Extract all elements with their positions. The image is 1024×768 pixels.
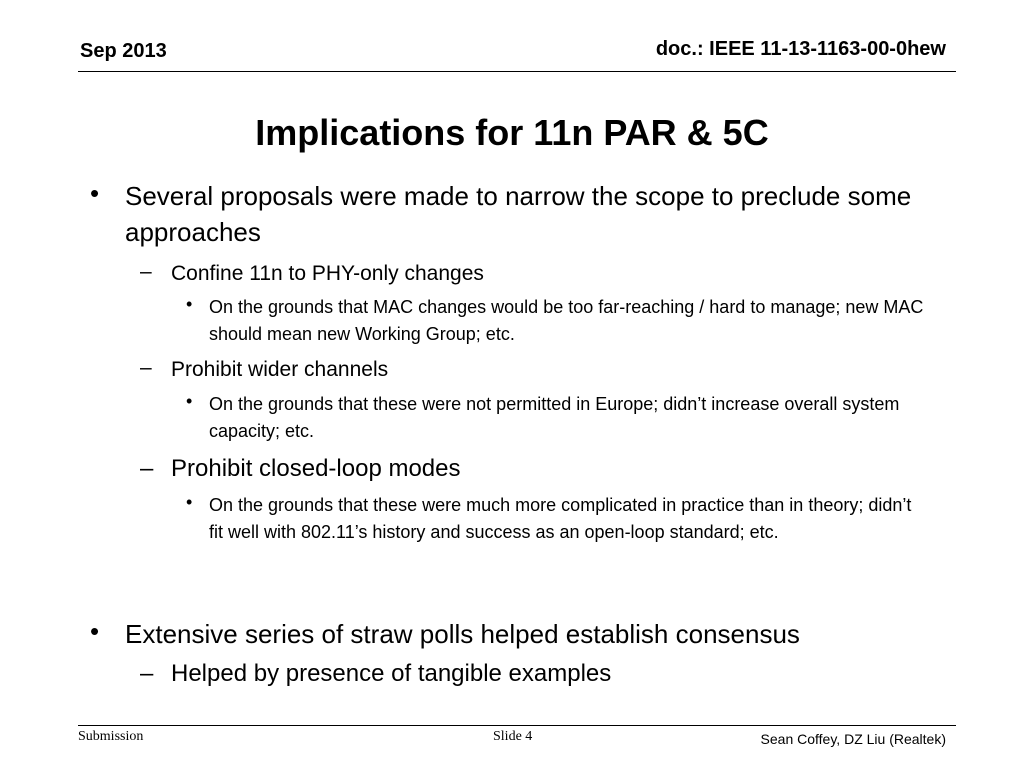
header-doc-id: doc.: IEEE 11-13-1163-00-0hew (655, 38, 946, 60)
dash-glyph: – (140, 660, 154, 687)
bullet-1-text: Several proposals were made to narrow the scope to preclude some approaches (125, 181, 912, 247)
footer-slide-number: Slide 4 (493, 729, 533, 744)
bullet-glyph: • (90, 616, 100, 646)
bullet-1-sub-3-detail: On the grounds that these were much more complicated in practice than in theory; didn’t fit well with 802.11’s history and success as an open-loop standard; etc. (209, 495, 912, 542)
footer-author: Sean Coffey, DZ Liu (Realtek) (760, 731, 946, 747)
bullet-1-sub-3-text: Prohibit closed-loop modes (171, 455, 461, 482)
footer-submission: Submission (78, 729, 144, 744)
bullet-2-sub-1-text: Helped by presence of tangible examples (171, 660, 612, 687)
dash-glyph: – (140, 356, 152, 379)
bullet-1-sub-2-detail: On the grounds that these were not permitted in Europe; didn’t increase overall system capacity; etc. (209, 394, 900, 441)
bullet-1-sub-1-text: Confine 11n to PHY-only changes (171, 262, 484, 285)
bullet-glyph: • (186, 391, 193, 411)
bullet-1-sub-1-detail: On the grounds that MAC changes would be too far-reaching / hard to manage; new MAC should mean new Working Group; etc. (209, 297, 924, 344)
header-date: Sep 2013 (80, 40, 167, 62)
bullet-1-sub-2-text: Prohibit wider channels (171, 358, 389, 381)
bullet-glyph: • (186, 492, 193, 512)
slide-title: Implications for 11n PAR & 5C (255, 112, 769, 153)
dash-glyph: – (140, 455, 154, 482)
bullet-2-text: Extensive series of straw polls helped establish consensus (125, 619, 800, 649)
dash-glyph: – (140, 260, 152, 283)
bullet-glyph: • (90, 178, 100, 208)
bullet-glyph: • (186, 294, 193, 314)
footer-divider (78, 725, 956, 726)
